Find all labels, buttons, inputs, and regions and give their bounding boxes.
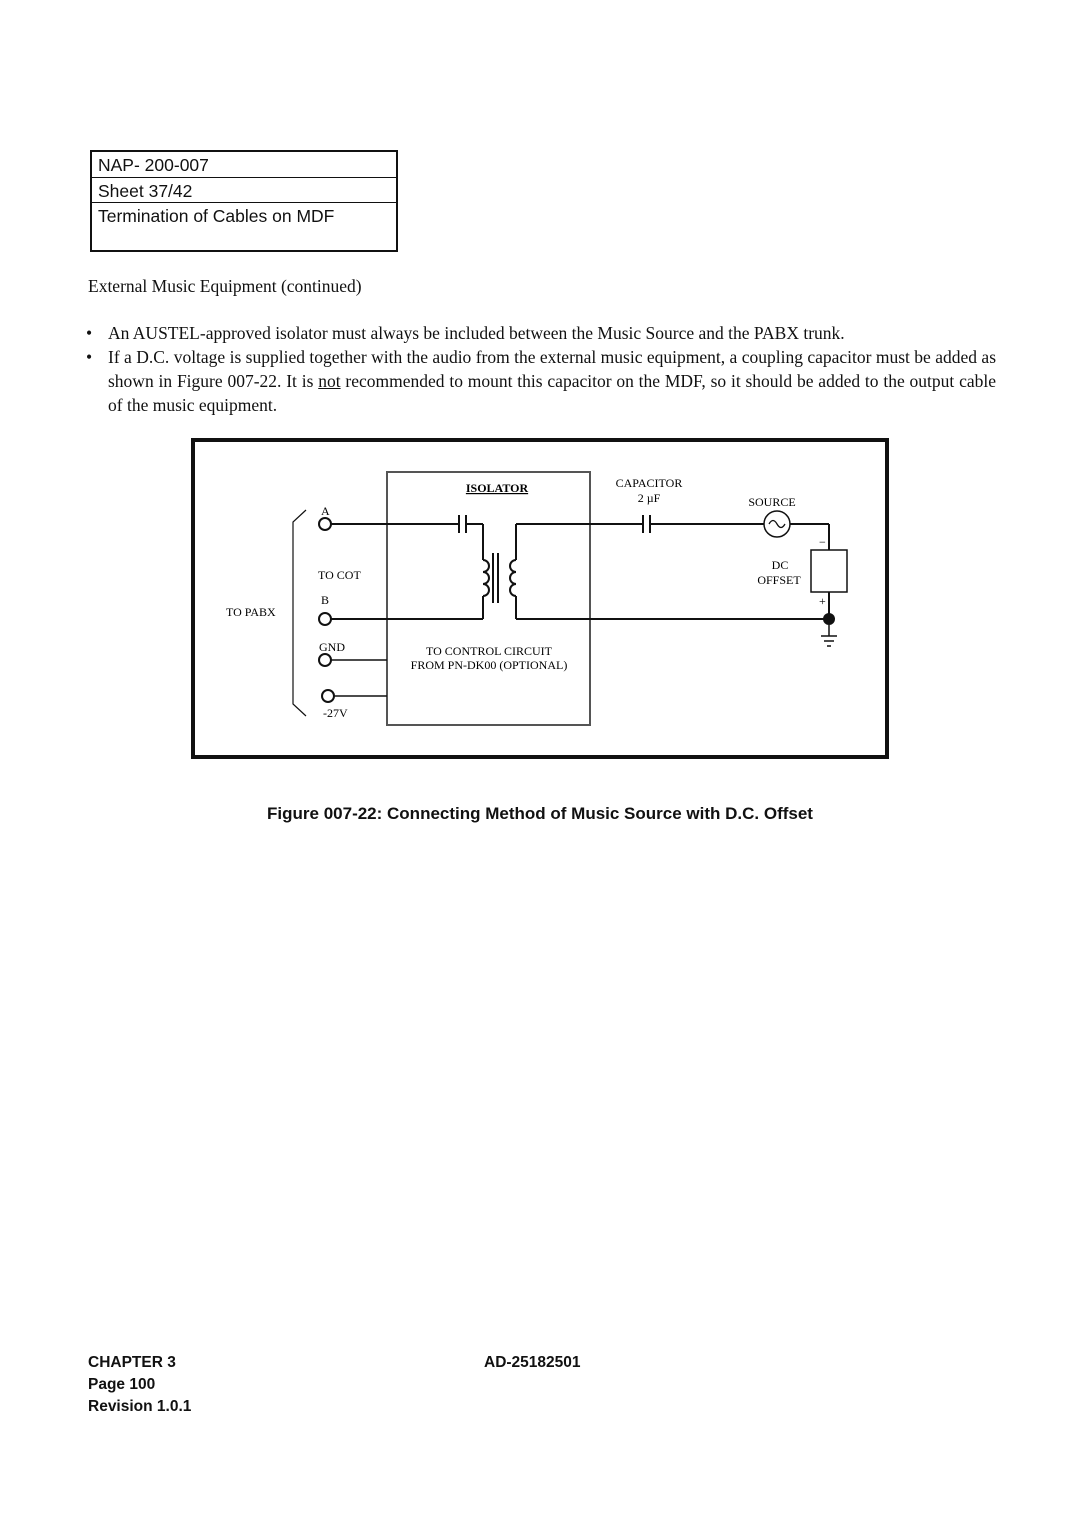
isolator-label: ISOLATOR xyxy=(465,481,529,495)
dc-label: DC xyxy=(771,558,789,572)
document-header-box xyxy=(90,150,398,252)
minus-sign: − xyxy=(819,535,826,549)
control-circuit-label: FROM PN-DK00 (OPTIONAL) xyxy=(410,658,568,672)
offset-label: OFFSET xyxy=(757,573,801,587)
circuit-diagram xyxy=(191,438,889,759)
bullet-list xyxy=(86,321,996,417)
bullet-text: An AUSTEL-approved isolator must always be included between the Music Source and the PABX trunk. xyxy=(108,323,845,343)
bullet-icon: • xyxy=(86,347,93,367)
terminal-a xyxy=(319,518,331,530)
header-divider xyxy=(92,177,396,178)
capacitance-label: 2 µF xyxy=(637,491,661,505)
junction-dot xyxy=(823,613,835,625)
doc-title: Termination of Cables on MDF xyxy=(98,206,335,226)
primary-coil xyxy=(483,560,489,596)
terminal-b-label: B xyxy=(321,593,330,607)
footer-chapter: CHAPTER 3 xyxy=(88,1354,176,1371)
to-pabx-label: TO PABX xyxy=(226,605,276,619)
capacitor-label: CAPACITOR xyxy=(615,476,683,490)
header-divider xyxy=(92,202,396,203)
minus27v-label: -27V xyxy=(323,706,348,720)
pabx-bracket xyxy=(293,510,306,716)
figure-caption: Figure 007-22: Connecting Method of Music Source with D.C. Offset xyxy=(267,804,813,823)
bullet-item xyxy=(86,321,996,345)
source-label: SOURCE xyxy=(748,495,796,509)
footer-revision: Revision 1.0.1 xyxy=(88,1398,192,1415)
control-circuit-label: TO CONTROL CIRCUIT xyxy=(426,644,552,658)
gnd-label: GND xyxy=(319,640,345,654)
terminal-a-label: A xyxy=(321,504,330,518)
terminal-gnd xyxy=(319,654,331,666)
footer-page: Page 100 xyxy=(88,1376,156,1393)
diagram-frame xyxy=(193,440,887,757)
plus-sign: + xyxy=(819,594,826,608)
secondary-coil xyxy=(510,560,516,596)
section-heading: External Music Equipment (continued) xyxy=(88,276,362,296)
bullet-text: If a D.C. voltage is supplied together with the audio from the external music equipment, a coupling capacitor must be added as shown in Figure 007-22. It is xyxy=(108,347,996,391)
dc-offset-box xyxy=(811,550,847,592)
terminal-b xyxy=(319,613,331,625)
bullet-text: recommended to mount this capacitor on the MDF, so it should be added to the output cable of the music equipment. xyxy=(108,371,996,415)
isolator-box xyxy=(387,472,590,725)
footer-doc-id: AD-25182501 xyxy=(484,1354,581,1371)
terminal-minus27v xyxy=(322,690,334,702)
sheet-number: Sheet 37/42 xyxy=(98,181,193,201)
doc-number: NAP- 200-007 xyxy=(98,155,209,175)
emphasis-not: not xyxy=(318,371,341,391)
bullet-item xyxy=(86,345,996,417)
footer-left xyxy=(88,1352,191,1418)
to-cot-label: TO COT xyxy=(318,568,361,582)
bullet-icon: • xyxy=(86,323,93,343)
